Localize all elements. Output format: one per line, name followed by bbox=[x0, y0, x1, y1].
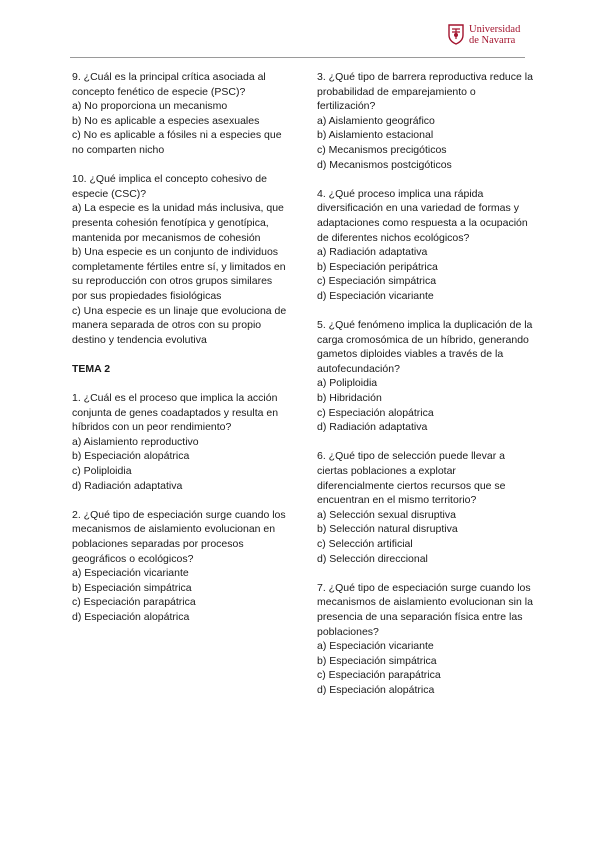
logo-line-1: Universidad bbox=[469, 24, 521, 35]
question-1 bbox=[72, 391, 290, 493]
answer-option: a) La especie es la unidad más inclusiva, que presenta cohesión fenotípica y genotípica, mantenida por mecanismos de cohesión bbox=[72, 202, 284, 244]
question-9 bbox=[72, 70, 290, 158]
question-stem: 9. ¿Cuál es la principal crítica asociada al concepto fenético de especie (PSC)? bbox=[72, 71, 266, 98]
answer-option: c) No es aplicable a fósiles ni a especies que no comparten nicho bbox=[72, 129, 282, 156]
question-2 bbox=[72, 508, 290, 625]
question-4 bbox=[317, 187, 535, 304]
section-title: TEMA 2 bbox=[72, 362, 111, 375]
answer-option: d) Especiación vicariante bbox=[317, 289, 434, 302]
question-5 bbox=[317, 318, 535, 435]
answer-option: b) Aislamiento estacional bbox=[317, 129, 434, 142]
answer-option: a) Poliploidia bbox=[317, 377, 378, 390]
left-column bbox=[72, 70, 290, 639]
answer-option: d) Selección direccional bbox=[317, 552, 428, 565]
answer-option: b) Especiación simpátrica bbox=[72, 581, 192, 594]
header-divider bbox=[70, 57, 525, 58]
answer-option: c) Mecanismos precigóticos bbox=[317, 143, 447, 156]
question-10 bbox=[72, 172, 290, 347]
logo-text bbox=[469, 24, 520, 46]
question-3 bbox=[317, 70, 535, 172]
logo-line-2: de Navarra bbox=[469, 35, 516, 46]
question-stem: 7. ¿Qué tipo de especiación surge cuando los mecanismos de aislamiento evolucionan sin la presencia de una separación física entre las poblaciones? bbox=[317, 581, 533, 638]
answer-option: d) Especiación alopátrica bbox=[72, 610, 190, 623]
answer-option: a) Selección sexual disruptiva bbox=[317, 508, 456, 521]
answer-option: a) Especiación vicariante bbox=[72, 567, 189, 580]
question-stem: 10. ¿Qué implica el concepto cohesivo de especie (CSC)? bbox=[72, 173, 267, 200]
question-stem: 1. ¿Cuál es el proceso que implica la acción conjunta de genes coadaptados y resulta en híbridos con un peor rendimiento? bbox=[72, 392, 279, 434]
answer-option: b) Selección natural disruptiva bbox=[317, 523, 458, 536]
answer-option: c) Una especie es un linaje que evoluciona de manera separada de otros con su propio destino y tendencia evolutiva bbox=[72, 304, 287, 346]
answer-option: b) Hibridación bbox=[317, 392, 382, 405]
university-logo bbox=[447, 22, 527, 52]
answer-option: c) Especiación parapátrica bbox=[72, 596, 196, 609]
answer-option: a) Aislamiento reproductivo bbox=[72, 435, 199, 448]
question-stem: 6. ¿Qué tipo de selección puede llevar a ciertas poblaciones a explotar diferencialmente ciertos recursos que se encuentran en el mismo territorio? bbox=[317, 450, 506, 507]
answer-option: b) Especiación simpátrica bbox=[317, 654, 437, 667]
answer-option: b) No es aplicable a especies asexuales bbox=[72, 114, 260, 127]
question-7 bbox=[317, 581, 535, 698]
answer-option: c) Especiación parapátrica bbox=[317, 669, 441, 682]
question-stem: 3. ¿Qué tipo de barrera reproductiva reduce la probabilidad de emparejamiento o fertilización? bbox=[317, 71, 533, 113]
question-stem: 4. ¿Qué proceso implica una rápida diversificación en una variedad de formas y adaptaciones como respuesta a la ocupación de diferentes nichos ecológicos? bbox=[317, 187, 528, 244]
question-stem: 5. ¿Qué fenómeno implica la duplicación de la carga cromosómica de un híbrido, generando gametos diploides viables a través de la autofecundación? bbox=[317, 319, 533, 375]
answer-option: a) Radiación adaptativa bbox=[317, 246, 428, 259]
answer-option: d) Especiación alopátrica bbox=[317, 683, 435, 696]
right-column bbox=[317, 70, 535, 712]
answer-option: c) Selección artificial bbox=[317, 538, 413, 550]
answer-option: b) Una especie es un conjunto de individuos completamente fértiles entre sí, y limitados en su reproducción con otros grupos similares por sus propiedades fisiológicas bbox=[72, 246, 286, 302]
answer-option: a) Especiación vicariante bbox=[317, 640, 434, 653]
answer-option: a) Aislamiento geográfico bbox=[317, 114, 435, 127]
answer-option: a) No proporciona un mecanismo bbox=[72, 100, 228, 113]
question-stem: 2. ¿Qué tipo de especiación surge cuando los mecanismos de aislamiento evolucionan en poblaciones separadas por procesos geográficos o ecológicos? bbox=[72, 508, 286, 565]
answer-option: b) Especiación alopátrica bbox=[72, 450, 190, 463]
answer-option: c) Especiación alopátrica bbox=[317, 406, 434, 419]
answer-option: c) Especiación simpátrica bbox=[317, 275, 437, 288]
answer-option: c) Poliploidia bbox=[72, 465, 132, 478]
answer-option: d) Radiación adaptativa bbox=[317, 421, 428, 434]
answer-option: b) Especiación peripátrica bbox=[317, 260, 438, 273]
answer-option: d) Mecanismos postcigóticos bbox=[317, 158, 452, 171]
question-6 bbox=[317, 449, 535, 566]
answer-option: d) Radiación adaptativa bbox=[72, 479, 183, 492]
university-seal-icon bbox=[447, 23, 465, 45]
